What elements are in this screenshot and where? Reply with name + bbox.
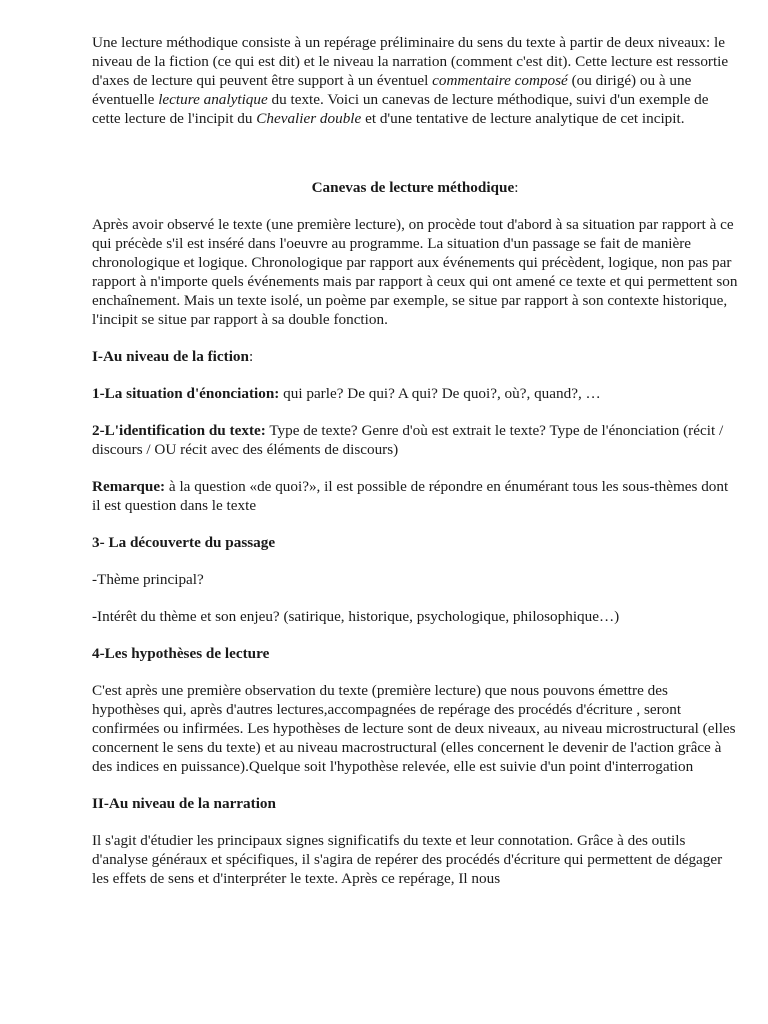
intro-italic-commentaire: commentaire composé — [432, 72, 568, 89]
remark — [92, 477, 738, 515]
item3-line1: -Thème principal? — [92, 571, 204, 588]
intro-text-3: du texte. Voici un canevas de lecture méthodique, suivi d'un exemple de cette lecture de l'incipit du — [92, 91, 709, 127]
canevas-title-colon: : — [514, 179, 519, 196]
section1-heading-colon: : — [248, 348, 254, 365]
item1-label: 1-La situation d'énonciation: — [92, 385, 280, 402]
section2-paragraph: Il s'agit d'étudier les principaux signes significatifs du texte et leur connotation. Grâce à des outils d'analyse généraux et spécifiques, il s'agira de repérer des procédés d'écriture qui permettent de dégager les effets de sens et d'interpréter le texte. Après ce repérage, Il nous — [92, 832, 723, 887]
remark-label: Remarque: — [92, 478, 166, 495]
remark-text: à la question «de quoi?», il est possible de répondre en énumérant tous les sous-thèmes dont il est question dans le texte — [92, 478, 729, 514]
item3-line2: -Intérêt du thème et son enjeu? (satirique, historique, psychologique, philosophique…) — [92, 608, 620, 625]
item1-situation — [92, 384, 738, 403]
section1-heading — [92, 347, 738, 366]
item3-heading — [92, 533, 738, 552]
item4-paragraph: C'est après une première observation du texte (première lecture) que nous pouvons émettre des hypothèses qui, après d'autres lectures,accompagnées de repérage des procédés d'écriture , seront confirmées ou infirmées. Les hypothèses de lecture sont de deux niveaux, au niveau microstructural (elles concernent le sens du texte) et au niveau macrostructural (elles concernent le devenir de l'action grâce à des indices en puissance).Quelque soit l'hypothèse relevée, elle est suivie d'un point d'interrogation — [92, 682, 736, 775]
canevas-title — [92, 178, 738, 197]
item4-label: 4-Les hypothèses de lecture — [92, 645, 270, 662]
item2-text: Type de texte? Genre d'où est extrait le texte? Type de l'énonciation (récit / discours / OU récit avec des éléments de discours) — [92, 422, 724, 458]
section2-heading — [92, 794, 738, 813]
section2-heading-text: II-Au niveau de la narration — [92, 795, 276, 812]
item2-identification — [92, 421, 738, 459]
canevas-title-text: Canevas de lecture méthodique — [311, 179, 515, 196]
document-page — [92, 33, 738, 888]
intro-paragraph — [92, 33, 738, 128]
item4-heading — [92, 644, 738, 663]
intro-italic-chevalier: Chevalier double — [256, 110, 362, 127]
intro-italic-lecture: lecture analytique — [158, 91, 268, 108]
intro-text-1: Une lecture méthodique consiste à un repérage préliminaire du sens du texte à partir de deux niveaux: le niveau de la fiction (ce qui est dit) et le niveau la narration (comment c'est dit). Cette lecture est ressortie d'axes de lecture qui peuvent être support à un éventuel — [92, 34, 729, 89]
section1-heading-text: I-Au niveau de la fiction — [92, 348, 249, 365]
canevas-paragraph: Après avoir observé le texte (une première lecture), on procède tout d'abord à sa situation par rapport à ce qui précède s'il est inséré dans l'oeuvre au programme. La situation d'un passage se fait de manière chronologique et logique. Chronologique par rapport aux événements qui précèdent, logique, non pas par rapport à n'importe quels événements mais par rapport à ceux qui ont amené ce texte et qui permettent son enchaînement. Mais un texte isolé, un poème par exemple, se situe par rapport à son contexte historique, l'incipit se situe par rapport à sa double fonction. — [92, 216, 738, 328]
intro-text-2: (ou dirigé) ou à une éventuelle — [92, 72, 692, 108]
item2-label: 2-L'identification du texte: — [92, 422, 266, 439]
item1-text: qui parle? De qui? A qui? De quoi?, où?, quand?, … — [279, 385, 601, 402]
intro-text-4: et d'une tentative de lecture analytique de cet incipit. — [361, 110, 685, 127]
item3-label: 3- La découverte du passage — [92, 534, 276, 551]
